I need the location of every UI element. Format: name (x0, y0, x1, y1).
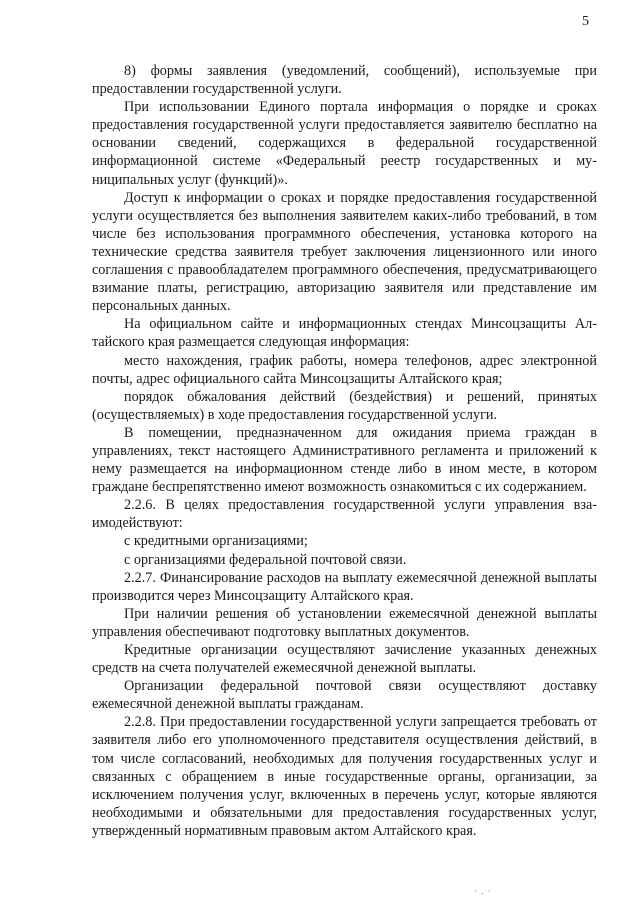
paragraph-2-2-7: 2.2.7. Финансирование расходов на выплату ежемесячной денежной выплаты производится через Минсоцзащиту Алтайского края. (92, 569, 597, 604)
page-number: 5 (582, 14, 589, 29)
scan-artifact: · . · (474, 886, 492, 896)
paragraph-postal-orgs: с организациями федеральной почтовой связи. (124, 551, 407, 568)
document-body (92, 62, 597, 840)
paragraph-appeal-procedure: порядок обжалования действий (бездействия) и решений, принятых (осуществляемых) в ходе предоставления государственной услуги. (92, 388, 597, 423)
paragraph-2-2-6: 2.2.6. В целях предоставления государственной услуги управления взаимодействуют: (92, 497, 597, 532)
paragraph-credit-transfer: Кредитные организации осуществляют зачисление указанных денежных средств на счета получателей ежемесячной денежной выплаты. (92, 642, 597, 677)
paragraph-access: Доступ к информации о сроках и порядке предоставления государственной услуги осуществляется без выполнения заявителем каких-либо требований, в том числе без использования программного обеспечения, установка которого на технические средства заявителя требует заключения лицензионного или иного соглашения с правообладателем программного обеспечения, предусматривающего взимание платы, регистрацию, авторизацию заявителя или представление им персональных данных. (92, 189, 597, 315)
paragraph-waiting-room: В помещении, предназначенном для ожидания приема граждан в управлениях, текст настоящего Административного регламента и приложений к нему размещается на информационном стенде либо в ином месте, в котором граждане беспрепятственно имеют возможность ознакомиться с их содержанием. (92, 424, 597, 496)
paragraph-credit-orgs: с кредитными организациями; (124, 533, 308, 550)
paragraph-official-site: На официальном сайте и информационных стендах Минсоцзащиты Алтайского края размещается следующая информация: (92, 316, 597, 351)
paragraph-payment-decision: При наличии решения об установлении ежемесячной денежной выплаты управления обеспечивают подготовку выплатных документов. (92, 605, 597, 640)
paragraph-2-2-8: 2.2.8. При предоставлении государственной услуги запрещается требовать от заявителя либо его уполномоченного представителя осуществления действий, в том числе согласований, необходимых для получения государственных услуг и связанных с обращением в иные государственные органы, организации, за исключением получения услуг, включенных в перечень услуг, которые являются необходимыми и обязательными для предоставления государственных услуг, утвержденный нормативным правовым актом Алтайского края. (92, 714, 597, 839)
paragraph-unified-portal: При использовании Единого портала информация о порядке и сроках предоставления государственной услуги предоставляется заявителю бесплатно на основании сведений, содержащихся в федеральной государственной информационной системе «Федеральный реестр государственных и муниципальных услуг (функций)». (92, 99, 597, 188)
paragraph-forms: 8) формы заявления (уведомлений, сообщений), используемые при предоставлении государственной услуги. (92, 63, 597, 98)
paragraph-postal-delivery: Организации федеральной почтовой связи осуществляют доставку ежемесячной денежной выплаты гражданам. (92, 678, 597, 713)
paragraph-location: место нахождения, график работы, номера телефонов, адрес электронной почты, адрес официального сайта Минсоцзащиты Алтайского края; (92, 352, 597, 387)
